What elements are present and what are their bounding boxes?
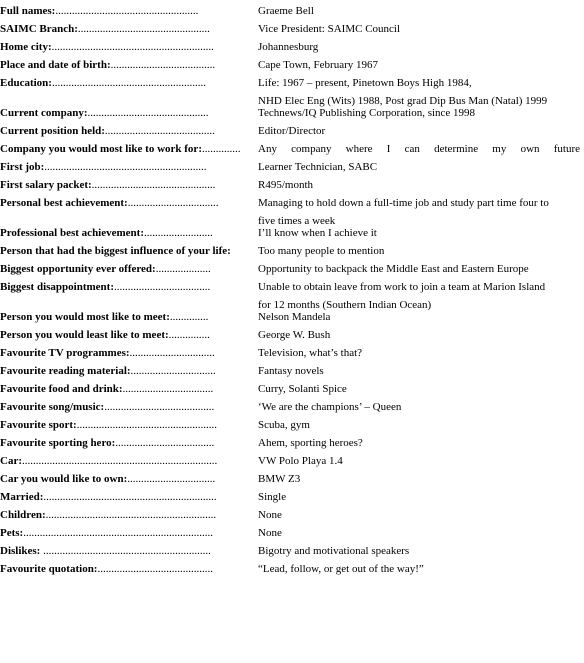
profile-row xyxy=(0,454,584,468)
leader-dots: ........................................................... xyxy=(51,41,214,53)
field-value-line: Managing to hold down a full-time job and study part time four to xyxy=(258,197,549,209)
leader-dots: .............. xyxy=(201,143,241,155)
field-label-text: Married: xyxy=(0,491,44,503)
leader-dots: ................................................... xyxy=(76,419,217,431)
leader-dots: ............................................. xyxy=(91,179,216,191)
profile-row xyxy=(0,142,584,156)
profile-row xyxy=(0,544,584,558)
field-label xyxy=(0,526,258,540)
field-label-text: First salary packet: xyxy=(0,179,92,191)
field-label-text: Person you would most like to meet: xyxy=(0,311,170,323)
field-label xyxy=(0,262,258,276)
field-value-line: Unable to obtain leave from work to join a team at Marion Island xyxy=(258,281,546,293)
field-label-text: Professional best achievement: xyxy=(0,227,144,239)
profile-row xyxy=(0,400,584,414)
field-value-line: Johannesburg xyxy=(258,41,319,53)
leader-dots: .................................... xyxy=(115,437,215,449)
field-label xyxy=(0,160,258,174)
field-value xyxy=(258,526,584,540)
profile-row xyxy=(0,382,584,396)
field-value-line: Curry, Solanti Spice xyxy=(258,383,347,395)
field-value-line: Ahem, sporting heroes? xyxy=(258,437,363,449)
field-value-line: VW Polo Playa 1.4 xyxy=(258,455,343,467)
field-value-line: Fantasy novels xyxy=(258,365,324,377)
leader-dots: ........................................................... xyxy=(44,161,207,173)
field-label xyxy=(0,196,258,210)
profile-row xyxy=(0,364,584,378)
leader-dots: ............................................................... xyxy=(43,491,217,503)
field-label-text: SAIMC Branch: xyxy=(0,23,78,35)
leader-dots: .............................................................. xyxy=(45,509,217,521)
leader-dots: ............... xyxy=(168,329,210,341)
field-label xyxy=(0,328,258,342)
field-label xyxy=(0,544,258,558)
field-value xyxy=(258,346,584,360)
profile-row xyxy=(0,526,584,540)
field-value xyxy=(258,382,584,396)
field-value-line: five times a week xyxy=(258,215,336,227)
field-label-text: Favourite sporting hero: xyxy=(0,437,116,449)
profile-row xyxy=(0,196,584,228)
field-label-text: Favourite quotation: xyxy=(0,563,98,575)
profile-row xyxy=(0,58,584,72)
leader-dots: ....................................................................... xyxy=(22,455,218,467)
field-label-text: Personal best achievement: xyxy=(0,197,128,209)
field-value xyxy=(258,280,584,312)
leader-dots: ............................................................. xyxy=(40,545,211,557)
field-label-text: Person that had the biggest influence of your life: xyxy=(0,245,231,257)
field-value-line: Too many people to mention xyxy=(258,245,385,257)
field-value xyxy=(258,40,584,54)
field-label xyxy=(0,40,258,54)
field-label-text: Favourite reading material: xyxy=(0,365,131,377)
profile-row xyxy=(0,328,584,342)
field-label xyxy=(0,124,258,138)
leader-dots: .............. xyxy=(169,311,209,323)
profile-row xyxy=(0,490,584,504)
field-value xyxy=(258,400,584,414)
field-label-text: Favourite TV programmes: xyxy=(0,347,130,359)
profile-row xyxy=(0,280,584,312)
field-value xyxy=(258,178,584,192)
field-label-text: Home city: xyxy=(0,41,52,53)
field-label-text: Favourite sport: xyxy=(0,419,77,431)
profile-row xyxy=(0,76,584,108)
field-label-text: Pets: xyxy=(0,527,24,539)
field-value-line: Bigotry and motivational speakers xyxy=(258,545,410,557)
field-value xyxy=(258,106,584,120)
profile-row xyxy=(0,160,584,174)
field-value-line: Life: 1967 – present, Pinetown Boys High 1984, xyxy=(258,77,472,89)
field-value xyxy=(258,490,584,504)
field-value xyxy=(258,562,584,576)
profile-row xyxy=(0,106,584,120)
profile-row xyxy=(0,508,584,522)
field-label-text: Car: xyxy=(0,455,22,467)
field-value-line: Cape Town, February 1967 xyxy=(258,59,379,71)
field-label xyxy=(0,382,258,396)
profile-row xyxy=(0,244,584,258)
field-value-line: Single xyxy=(258,491,287,503)
profile-row xyxy=(0,226,584,240)
field-value xyxy=(258,472,584,486)
field-value-line: Vice President: SAIMC Council xyxy=(258,23,401,35)
leader-dots: .......................................... xyxy=(97,563,213,575)
field-value-line: Opportunity to backpack the Middle East and Eastern Europe xyxy=(258,263,529,275)
leader-dots: ................................ xyxy=(127,473,216,485)
leader-dots: ...................................... xyxy=(110,59,216,71)
profile-row xyxy=(0,124,584,138)
field-value-line: None xyxy=(258,527,282,539)
profile-row xyxy=(0,562,584,576)
field-value-line: ‘We are the champions’ – Queen xyxy=(258,401,402,413)
field-label-text: Dislikes: xyxy=(0,545,41,557)
field-label-text: Education: xyxy=(0,77,52,89)
leader-dots: ................................. xyxy=(127,197,219,209)
field-label-text: Full names: xyxy=(0,5,56,17)
field-value xyxy=(258,124,584,138)
field-label-text: Favourite food and drink: xyxy=(0,383,123,395)
field-value-line: BMW Z3 xyxy=(258,473,301,485)
field-value-line: “Lead, follow, or get out of the way!” xyxy=(258,563,424,575)
profile-row xyxy=(0,436,584,450)
field-label xyxy=(0,364,258,378)
field-value xyxy=(258,58,584,72)
field-label xyxy=(0,418,258,432)
field-value-line: George W. Bush xyxy=(258,329,331,341)
field-label-text: First job: xyxy=(0,161,45,173)
field-label-text: Car you would like to own: xyxy=(0,473,128,485)
field-value-line: I’ll know when I achieve it xyxy=(258,227,377,239)
field-value xyxy=(258,544,584,558)
field-label-text: Current position held: xyxy=(0,125,105,137)
field-label-text: Biggest disappointment: xyxy=(0,281,114,293)
leader-dots: ............................................ xyxy=(87,107,209,119)
leader-dots: ..................................................................... xyxy=(23,527,213,539)
leader-dots: ............................... xyxy=(129,347,215,359)
field-value xyxy=(258,244,584,258)
profile-row xyxy=(0,262,584,276)
field-label-text: Company you would most like to work for: xyxy=(0,143,202,155)
field-value-line: R495/month xyxy=(258,179,314,191)
field-label xyxy=(0,280,258,294)
field-label xyxy=(0,508,258,522)
field-value xyxy=(258,76,584,108)
field-value xyxy=(258,436,584,450)
field-label xyxy=(0,490,258,504)
field-value xyxy=(258,142,584,156)
field-value xyxy=(258,22,584,36)
field-label xyxy=(0,22,258,36)
field-value-line: Technews/IQ Publishing Corporation, since 1998 xyxy=(258,107,476,119)
leader-dots: ................................................ xyxy=(77,23,210,35)
field-value-line: NHD Elec Eng (Wits) 1988, Post grad Dip Bus Man (Natal) 1999 xyxy=(258,95,548,107)
field-label-text: Place and date of birth: xyxy=(0,59,111,71)
leader-dots: .................... xyxy=(155,263,211,275)
field-value xyxy=(258,364,584,378)
profile-row xyxy=(0,178,584,192)
field-value xyxy=(258,196,584,228)
field-value-line: Learner Technician, SABC xyxy=(258,161,378,173)
field-value xyxy=(258,328,584,342)
field-value-line: Editor/Director xyxy=(258,125,326,137)
field-value xyxy=(258,310,584,324)
field-label xyxy=(0,436,258,450)
profile-row xyxy=(0,472,584,486)
field-label xyxy=(0,76,258,90)
field-value-line: None xyxy=(258,509,282,521)
field-value-line: Graeme Bell xyxy=(258,5,314,17)
field-value xyxy=(258,160,584,174)
leader-dots: ........................................ xyxy=(104,401,215,413)
leader-dots: ......................... xyxy=(144,227,213,239)
field-value-line: Scuba, gym xyxy=(258,419,310,431)
leader-dots: ........................................................ xyxy=(51,77,206,89)
field-label-text: Biggest opportunity ever offered: xyxy=(0,263,156,275)
field-value xyxy=(258,508,584,522)
leader-dots: ............................... xyxy=(130,365,216,377)
profile-row xyxy=(0,22,584,36)
field-label-text: Children: xyxy=(0,509,46,521)
field-label-text: Current company: xyxy=(0,107,88,119)
profile-row xyxy=(0,310,584,324)
field-label xyxy=(0,106,258,120)
field-label xyxy=(0,58,258,72)
field-label xyxy=(0,400,258,414)
field-value xyxy=(258,454,584,468)
field-value xyxy=(258,262,584,276)
field-value-line: for 12 months (Southern Indian Ocean) xyxy=(258,299,432,311)
field-label xyxy=(0,244,258,258)
field-label-text: Favourite song/music: xyxy=(0,401,105,413)
profile-row xyxy=(0,346,584,360)
field-label xyxy=(0,454,258,468)
field-value-line: Nelson Mandela xyxy=(258,311,331,323)
field-label xyxy=(0,310,258,324)
field-label-text: Person you would least like to meet: xyxy=(0,329,169,341)
field-label xyxy=(0,562,258,576)
field-value-line: Any company where I can determine my own future xyxy=(258,143,580,155)
profile-row xyxy=(0,40,584,54)
field-label xyxy=(0,346,258,360)
field-label xyxy=(0,226,258,240)
leader-dots: ................................... xyxy=(114,281,211,293)
leader-dots: ........................................ xyxy=(104,125,215,137)
field-label xyxy=(0,472,258,486)
field-label xyxy=(0,142,258,156)
field-value xyxy=(258,418,584,432)
leader-dots: ................................. xyxy=(122,383,214,395)
profile-row xyxy=(0,418,584,432)
field-value-line: Television, what’s that? xyxy=(258,347,363,359)
leader-dots: .................................................... xyxy=(55,5,199,17)
profile-row xyxy=(0,4,584,18)
field-value xyxy=(258,4,584,18)
field-label xyxy=(0,4,258,18)
field-label xyxy=(0,178,258,192)
field-value xyxy=(258,226,584,240)
